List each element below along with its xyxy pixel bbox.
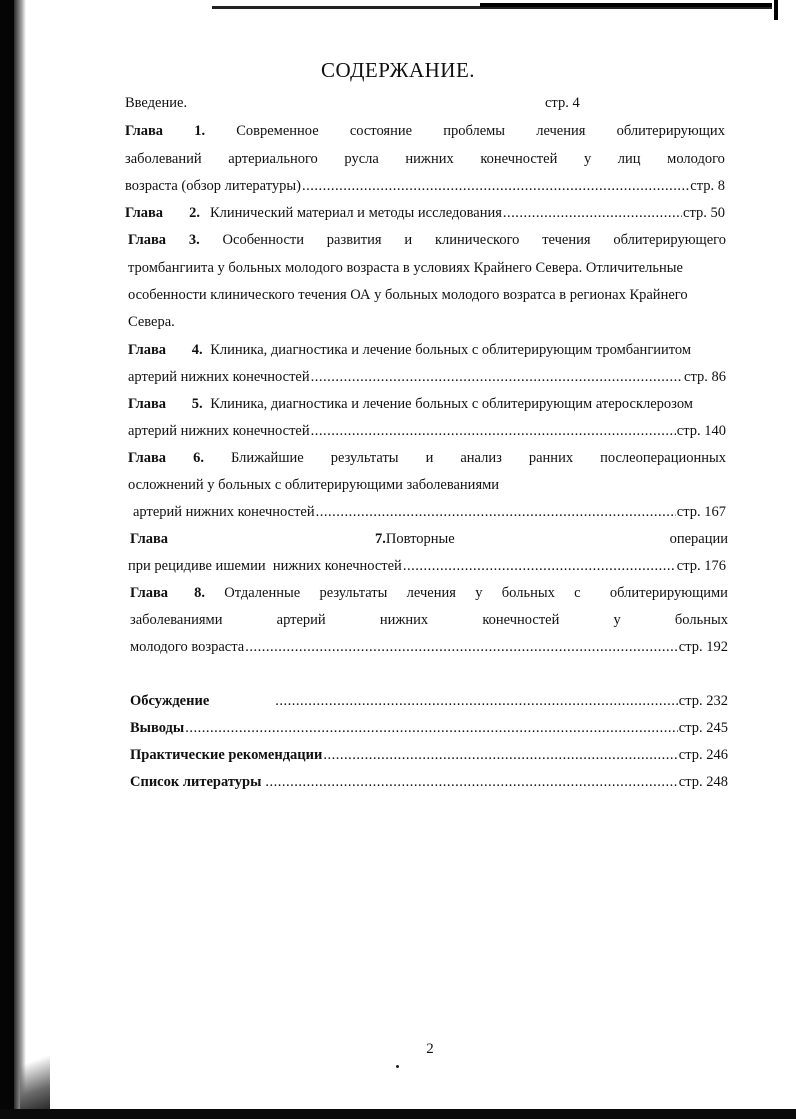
- toc-chapter7-line2: [128, 555, 726, 577]
- toc-references: [130, 771, 728, 793]
- word: конечностей: [482, 612, 560, 628]
- word: артериального: [228, 151, 318, 167]
- word: Отдаленные: [224, 585, 301, 601]
- word: больных: [674, 612, 728, 628]
- toc-chapter4-text: Клиника, диагностика и лечение больных с облитерирующим тромбангиитом: [210, 342, 692, 358]
- toc-chapter4-line1: [128, 339, 726, 361]
- toc-recommendations-label: Практические рекомендации: [130, 747, 323, 763]
- toc-chapter5-line2: [128, 420, 726, 442]
- toc-chapter1-line3: [125, 175, 725, 197]
- toc-discussion: [130, 690, 728, 712]
- toc-chapter7-text2: при рецидиве ишемии нижних конечностей: [128, 558, 402, 574]
- page-title: СОДЕРЖАНИЕ.: [320, 58, 476, 82]
- chapter-head: Глава: [128, 450, 167, 466]
- scan-border-bottom: [0, 1109, 796, 1119]
- chapter-num: 7.: [375, 531, 386, 547]
- toc-references-page: стр. 248: [678, 774, 728, 790]
- word: анализ: [460, 450, 502, 466]
- chapter-num: 5.: [191, 396, 203, 412]
- word: ранних: [528, 450, 574, 466]
- toc-chapter3-line1: [128, 229, 726, 251]
- word: больных: [501, 585, 555, 601]
- toc-discussion-page: стр. 232: [678, 693, 728, 709]
- toc-chapter5-text2: артерий нижних конечностей: [128, 423, 310, 439]
- toc-chapter7-line1: [130, 528, 728, 550]
- word: заболеваний: [125, 151, 202, 167]
- scan-mark-right: [774, 0, 778, 20]
- toc-chapter5-page: стр. 140: [676, 423, 726, 439]
- word: Особенности: [222, 232, 304, 248]
- word: и: [425, 450, 434, 466]
- scan-speck: [396, 1065, 399, 1068]
- toc-intro-page: стр. 4: [545, 95, 580, 111]
- word: конечностей: [480, 151, 558, 167]
- dot-leader: [323, 744, 677, 766]
- word: нижних: [405, 151, 454, 167]
- toc-chapter3-line2: тромбангиита у больных молодого возраста в условиях Крайнего Севера. Отличительные: [128, 260, 683, 276]
- toc-chapter6-line1: [128, 447, 726, 469]
- toc-chapter1-line1: [125, 120, 725, 142]
- page-number: 2: [426, 1041, 434, 1057]
- dot-leader: [503, 202, 682, 224]
- toc-chapter6-text3: артерий нижних конечностей: [133, 504, 315, 520]
- word: Ближайшие: [230, 450, 304, 466]
- toc-chapter2-text: Клинический материал и методы исследования: [209, 205, 502, 221]
- word: лечения: [536, 123, 586, 139]
- dot-leader: [245, 636, 678, 658]
- toc-chapter8-line3: [130, 636, 728, 658]
- toc-chapter6-line2: осложнений у больных с облитерирующими заболеваниями: [128, 477, 500, 493]
- word: у: [475, 585, 483, 601]
- toc-chapter1-page: стр. 8: [690, 178, 725, 194]
- toc-chapter7-text: Повторные: [385, 531, 455, 547]
- word: облитерирующего: [613, 232, 726, 248]
- toc-intro-label: Введение.: [125, 95, 188, 111]
- dot-leader: [265, 771, 677, 793]
- scan-shadow-left: [14, 0, 26, 1119]
- dot-leader: [316, 501, 676, 523]
- word: течения: [542, 232, 591, 248]
- toc-chapter4-line2: [128, 366, 726, 388]
- word: артерий: [276, 612, 326, 628]
- toc-chapter2-page: стр. 50: [683, 205, 725, 221]
- word: нижних: [379, 612, 429, 628]
- scan-border-top-dark: [480, 3, 772, 7]
- chapter-head: Глава: [128, 396, 167, 412]
- toc-chapter4-page: стр. 86: [684, 369, 726, 385]
- toc-chapter1-line2: [125, 148, 725, 170]
- dot-leader: [311, 420, 676, 442]
- toc-conclusions: [130, 717, 728, 739]
- chapter-head: Глава: [128, 232, 167, 248]
- word: русла: [344, 151, 379, 167]
- toc-chapter7-page: стр. 176: [676, 558, 726, 574]
- toc-chapter6-page: стр. 167: [676, 504, 726, 520]
- toc-recommendations: [130, 744, 728, 766]
- toc-conclusions-page: стр. 245: [678, 720, 728, 736]
- word: развития: [326, 232, 382, 248]
- word: заболеваниями: [130, 612, 223, 628]
- word: лечения: [406, 585, 456, 601]
- word: облитерирующих: [616, 123, 725, 139]
- word: с: [574, 585, 581, 601]
- chapter-head: Глава: [125, 123, 164, 139]
- toc-chapter8-line1: [130, 582, 728, 604]
- word: послеоперационных: [600, 450, 726, 466]
- toc-recommendations-page: стр. 246: [678, 747, 728, 763]
- chapter-head: Глава: [130, 585, 169, 601]
- dot-leader: [185, 717, 678, 739]
- dot-leader: [403, 555, 676, 577]
- toc-chapter6-line3: [133, 501, 726, 523]
- dot-leader: [311, 366, 683, 388]
- toc-chapter8-text3: молодого возраста: [130, 639, 245, 655]
- chapter-head: Глава: [125, 205, 164, 221]
- word: проблемы: [443, 123, 506, 139]
- word: и: [404, 232, 413, 248]
- chapter-head: Глава: [130, 531, 169, 547]
- toc-intro: [125, 92, 725, 114]
- toc-chapter4-text2: артерий нижних конечностей: [128, 369, 310, 385]
- chapter-num: 1.: [194, 123, 206, 139]
- word: Современное: [236, 123, 319, 139]
- word: у: [583, 151, 592, 167]
- dot-leader: [275, 690, 678, 712]
- dot-leader: [302, 175, 689, 197]
- toc-chapter2: [125, 202, 725, 224]
- word: у: [613, 612, 621, 628]
- toc-chapter3-line4: Севера.: [128, 314, 175, 330]
- word: молодого: [667, 151, 725, 167]
- toc-conclusions-label: Выводы: [130, 720, 185, 736]
- chapter-num: 8.: [194, 585, 205, 601]
- word: клинического: [434, 232, 520, 248]
- toc-chapter1-text: возраста (обзор литературы): [125, 178, 301, 194]
- word: облитерирующими: [609, 585, 728, 601]
- word: результаты: [330, 450, 399, 466]
- toc-discussion-label: Обсуждение: [130, 693, 210, 709]
- chapter-num: 4.: [191, 342, 203, 358]
- chapter-head: Глава: [128, 342, 167, 358]
- toc-references-label: Список литературы: [130, 774, 262, 790]
- toc-chapter8-line2: [130, 609, 728, 631]
- word: состояние: [349, 123, 413, 139]
- toc-chapter7-text-b: операции: [669, 531, 728, 547]
- chapter-num: 6.: [193, 450, 204, 466]
- toc-chapter8-page: стр. 192: [678, 639, 728, 655]
- word: результаты: [319, 585, 388, 601]
- scan-border-left: [0, 0, 14, 1119]
- word: лиц: [617, 151, 641, 167]
- toc-chapter5-text: Клиника, диагностика и лечение больных с облитерирующим атеросклерозом: [210, 396, 693, 412]
- chapter-num: 2.: [189, 205, 200, 221]
- chapter-num: 3.: [188, 232, 200, 248]
- toc-chapter5-line1: [128, 393, 726, 415]
- toc-chapter3-line3: особенности клинического течения ОА у больных молодого возратса в регионах Крайнего: [128, 287, 688, 303]
